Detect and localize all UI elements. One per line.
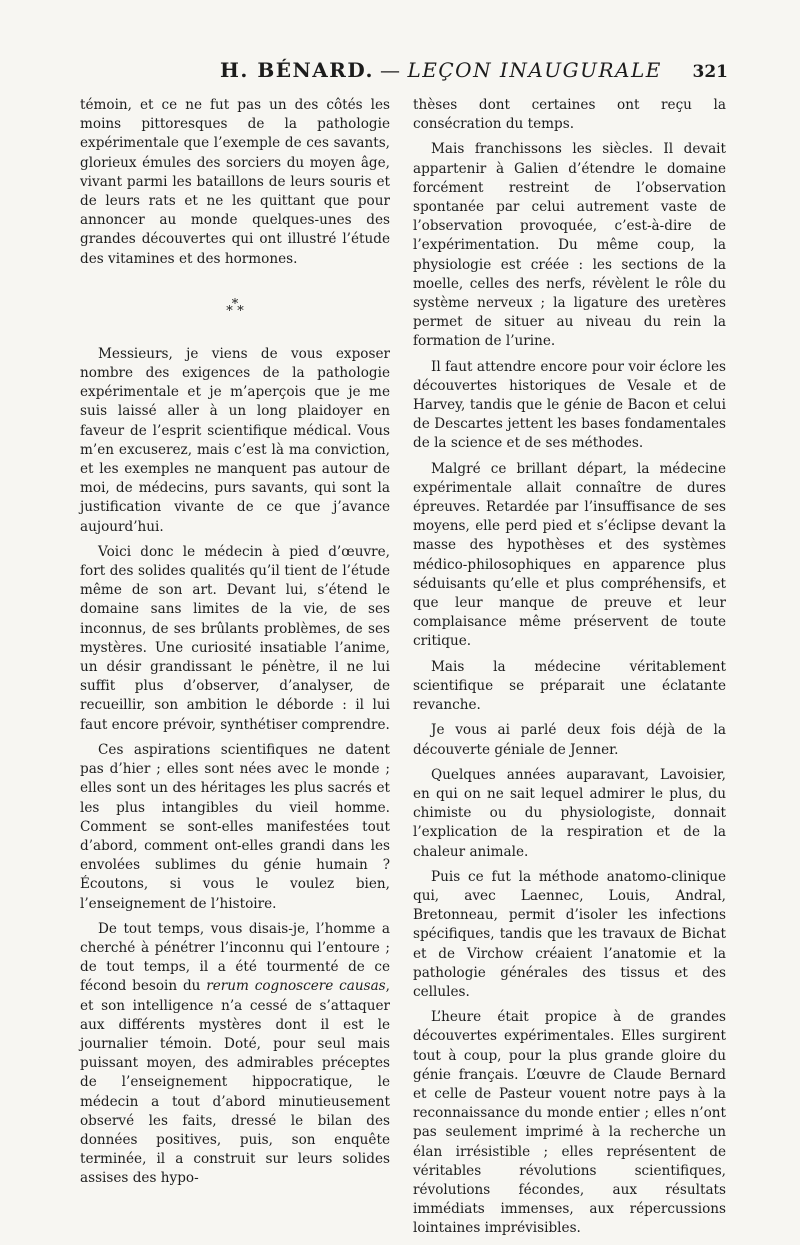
asterism-star: * [226,303,233,319]
page-header [80,58,728,92]
paragraph: L’heure était propice à de grandes découvertes expérimentales. Elles surgirent tout à coup, pour la plus grande gloire du génie français. L’œuvre de Claude Bernard et celle de Pasteur vouent notre pays à la reconnaissance du monde entier ; elles n’ont pas seulement imprimé à la recherche un élan irrésistible ; elles représentent de véritables révolutions scientifiques, révolutions fécondes, aux résultats immédiats immenses, aux répercussions lointaines imprévisibles. [413,1009,726,1237]
paragraph: Je vous ai parlé deux fois déjà de la découverte géniale de Jenner. [413,722,726,758]
paragraph: Ces aspirations scientifiques ne datent pas d’hier ; elles sont nées avec le monde ; elles sont un des héritages les plus sacrés et les plus intangibles du vieil homme. Comment se sont-elles manifestées tout d’abord, comment ont-elles grandi dans les envolées sublimes du génie humain ? Écoutons, si vous le voulez bien, l’enseignement de l’histoire. [80,741,390,912]
asterism-star: * [237,303,244,319]
paragraph: témoin, et ce ne fut pas un des côtés les moins pittoresques de la pathologie expérimentale que l’exemple de ces savants, glorieux émules des sorciers du moyen âge, vivant parmi les bataillons de leurs souris et de leurs rats et ne les quittant que pour annoncer au monde quelques-unes des grandes découvertes qui ont illustré l’étude des vitamines et des hormones. [80,97,390,267]
paragraph-text: De tout temps, vous disais-je, l’homme a cherché à pénétrer l’inconnu qui l’entoure ; de tout temps, il a été tourmenté de ce fécond besoin du [80,920,390,995]
left-column [80,96,390,1195]
paragraph: Voici donc le médecin à pied d’œuvre, fort des solides qualités qu’il tient de l’étude même de son art. Devant lui, s’étend le domaine sans limites de la vie, de ses inconnus, de ses brûlants problèmes, de ses mystères. Une curiosité insatiable l’anime, un désir grandissant le pénètre, il ne lui suffit plus d’observer, d’analyser, de recueillir, son ambition le déborde : il lui faut encore prévoir, synthétiser comprendre. [80,543,390,733]
latin-phrase: rerum cognoscere causas [206,978,386,995]
paragraph [80,920,390,1189]
paragraph: thèses dont certaines ont reçu la consécration du temps. [413,97,726,133]
paragraph: Il faut attendre encore pour voir éclore les découvertes historiques de Vesale et de Harvey, tandis que le génie de Bacon et celui de Descartes jettent les bases fondamentales de la science et de ses méthodes. [413,358,726,452]
paragraph: Quelques années auparavant, Lavoisier, en qui on ne sait lequel admirer le plus, du chimiste ou du physiologiste, donnait l’explication de la respiration et de la chaleur animale. [413,766,726,860]
running-head-separator: — [379,58,402,82]
running-head-author: H. BÉNARD. [220,58,374,82]
page-number: 321 [692,62,728,82]
paragraph: Puis ce fut la méthode anatomo-clinique qui, avec Laennec, Louis, Andral, Bretonneau, permit d’isoler les infections spécifiques, tandis que les travaux de Bichat et de Virchow créaient l’anatomie et la pathologie générales des tissus et des cellules. [413,868,726,1000]
paragraph-text: , et son intelligence n’a cessé de s’attaquer aux différents mystères dont il est le journalier témoin. Doté, pour seul mais puissant moyen, des admirables préceptes de l’enseignement hippocratique, le médecin a tout d’abord minutieusement observé les faits, dressé le bilan des données positives, puis, son enquête terminée, il a construit sur leurs solides assises des hypo- [80,978,390,1187]
paragraph: Mais franchissons les siècles. Il devait appartenir à Galien d’étendre le domaine forcément restreint de l’observation spontanée par celui autrement vaste de l’observation provoquée, c’est-à-dire de l’expérimentation. Du même coup, la physiologie est créée : les sections de la moelle, celles des nerfs, révèlent le rôle du système nerveux ; la ligature des uretères permet de situer au niveau du rein la formation de l’urine. [413,141,726,350]
running-head-title: LEÇON INAUGURALE [407,58,662,82]
section-break-asterism [80,275,390,345]
running-head [220,58,662,82]
asterism-star: * [231,296,239,312]
right-column [413,96,726,1245]
paragraph: Mais la médecine véritablement scientifique se préparait une éclatante revanche. [413,658,726,714]
paragraph: Messieurs, je viens de vous exposer nombre des exigences de la pathologie expérimentale et je m’aperçois que je me suis laissé aller à un long plaidoyer en faveur de l’esprit scientifique médical. Vous m’en excuserez, mais c’est là ma conviction, et les exemples ne manquent pas autour de moi, de médecins, purs savants, qui sont la justification vivante de ce que j’avance aujourd’hui. [80,345,390,535]
paragraph: Malgré ce brillant départ, la médecine expérimentale allait connaître de dures épreuves. Retardée par l’insuffisance de ses moyens, elle perd pied et s’éclipse devant la masse des hypothèses et des systèmes médico-philosophiques en apparence plus séduisants qu’elle et plus compréhensifs, et que leur manque de preuve et leur complaisance même préservent de toute critique. [413,460,726,650]
